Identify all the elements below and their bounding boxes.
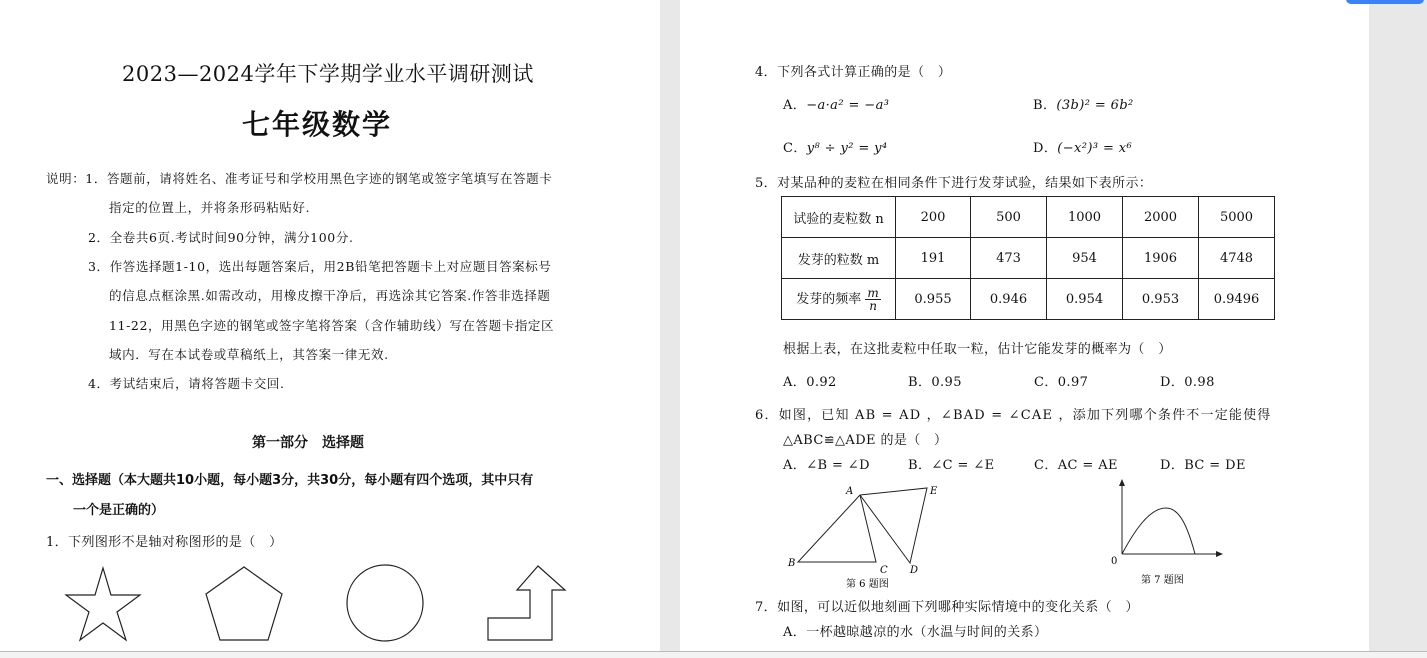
exam-subtitle: 七年级数学 [242,108,393,141]
table-cell: 954 [1047,238,1123,279]
exam-title: 2023—2024学年下学期学业水平调研测试 [122,62,534,86]
table-cell: 473 [971,238,1047,279]
figure-6 [780,480,950,590]
label-e: E [930,486,938,497]
table-cell: 500 [971,197,1047,238]
row-label-germinated: 发芽的粒数 m [782,238,896,279]
arrow-shape [488,566,565,640]
q6-option-a: A．∠B = ∠D [783,458,870,473]
figure-7 [1108,478,1228,590]
fraction-m-over-n: $\frac{m}{n}$ [867,285,879,313]
note-line-2: 指定的位置上，并将条形码粘贴好. [109,200,311,215]
question-5-ask: 根据上表，在这批麦粒中任取一粒，估计它能发芽的概率为（ ） [783,342,1172,357]
germination-table [781,196,1275,320]
table-cell: 5000 [1199,197,1275,238]
note-line-5: 的信息点框涂黑.如需改动，用橡皮擦干净后，再选涂其它答案.作答非选择题 [109,288,551,303]
question-6-line-1: 6．如图，已知 AB = AD ，∠BAD = ∠CAE ，添加下列哪个条件不一定能使得 [755,408,1272,423]
table-row [782,279,1275,320]
floating-tab[interactable] [1346,0,1424,4]
table-cell: 1906 [1123,238,1199,279]
figure-7-caption: 第 7 题图 [1141,575,1184,586]
label-c: C [880,565,888,576]
question-4: 4．下列各式计算正确的是（ ） [755,65,952,80]
circle-shape [347,565,423,641]
figure-7-curve [1122,508,1195,554]
star-shape [66,568,140,640]
q4-option-c: C．y⁸ ÷ y² = y⁴ [783,141,888,156]
q5-option-d: D．0.98 [1160,375,1215,390]
table-cell: 2000 [1123,197,1199,238]
table-cell: 0.954 [1047,279,1123,320]
figure-6-caption: 第 6 题图 [846,579,889,590]
table-cell: 1000 [1047,197,1123,238]
section-heading-line-1: 一、选择题（本大题共10小题，每小题3分，共30分，每小题有四个选项，其中只有 [46,473,534,488]
question-7: 7．如图，可以近似地刻画下列哪种实际情境中的变化关系（ ） [755,600,1139,615]
part-title: 第一部分 选择题 [252,435,364,451]
q4-option-d: D．(−x²)³ = x⁶ [1033,141,1133,156]
page-right [680,0,1369,651]
table-cell: 191 [896,238,971,279]
note-line-7: 域内．写在本试卷或草稿纸上，其答案一律无效. [109,347,389,362]
q5-option-b: B．0.95 [908,375,962,390]
q7-option-a: A．一杯越晾越凉的水（水温与时间的关系） [783,625,1048,640]
q6-option-d: D．BC = DE [1160,458,1246,473]
q4-option-a: A．−a·a² = −a³ [783,98,890,113]
triangle-abc [798,495,876,562]
note-line-6: 11-22，用黑色字迹的钢笔或签字笔将答案（含作辅助线）写在答题卡指定区 [109,318,555,333]
table-cell: 0.955 [896,279,971,320]
table-cell: 0.9496 [1199,279,1275,320]
triangle-ade [860,488,927,563]
note-line-1: 说明：1．答题前，请将姓名、准考证号和学校用黑色字迹的钢笔或签字笔填写在答题卡 [46,171,553,186]
q6-option-c: C．AC = AE [1034,458,1118,473]
table-row [782,238,1275,279]
q5-option-c: C．0.97 [1034,375,1089,390]
table-cell: 0.953 [1123,279,1199,320]
question-1: 1．下列图形不是轴对称图形的是（ ） [46,535,283,550]
origin-label: 0 [1111,556,1118,567]
table-row [782,197,1275,238]
label-a: A [846,486,854,497]
q6-option-b: B．∠C = ∠E [908,458,995,473]
question-1-figures [60,562,580,647]
q5-option-a: A．0.92 [783,375,837,390]
table-cell: 0.946 [971,279,1047,320]
label-b: B [788,558,796,569]
pentagon-shape [206,567,282,640]
table-cell: 200 [896,197,971,238]
table-cell: 4748 [1199,238,1275,279]
question-6-line-2: △ABC≌△ADE 的是（ ） [783,433,948,448]
page-left [0,0,660,651]
note-line-4: 3．作答选择题1-10，选出每题答案后，用2B铅笔把答题卡上对应题目答案标号 [88,259,552,274]
question-5: 5．对某品种的麦粒在相同条件下进行发芽试验，结果如下表所示： [755,176,1153,191]
note-line-8: 4．考试结束后，请将答题卡交回. [88,376,285,391]
q4-option-b: B．(3b)² = 6b² [1033,98,1134,113]
row-label-rate: 发芽的频率 $\frac{m}{n}$ [782,279,896,320]
label-d: D [910,565,919,576]
note-line-3: 2．全卷共6页.考试时间90分钟，满分100分. [88,230,354,245]
section-heading-line-2: 一个是正确的） [73,503,165,518]
row-label-count: 试验的麦粒数 n [782,197,896,238]
